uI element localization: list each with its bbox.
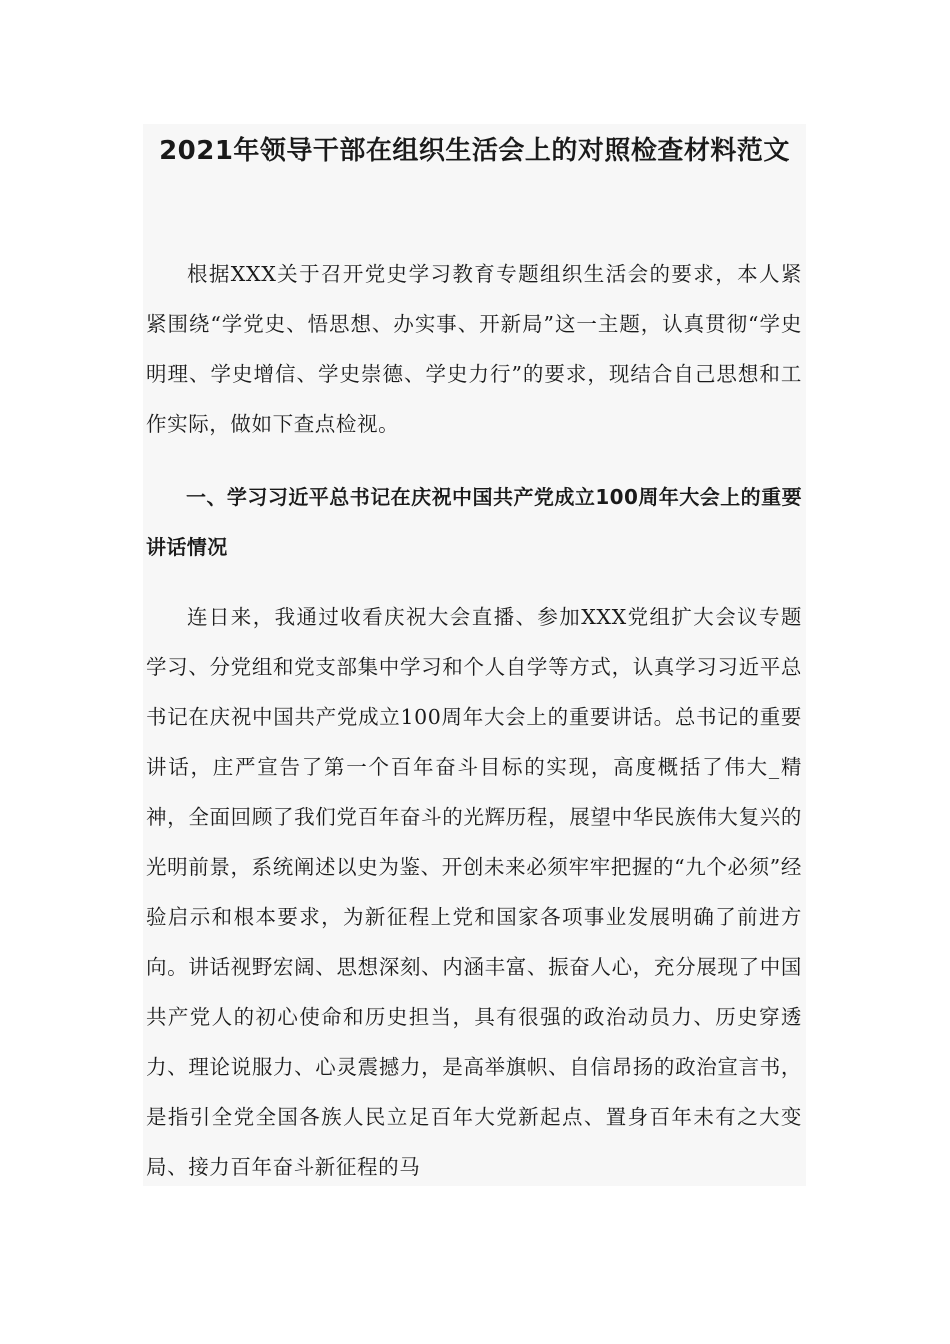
intro-paragraph: 根据XXX关于召开党史学习教育专题组织生活会的要求，本人紧紧围绕“学党史、悟思想、办实事、开新局”这一主题，认真贯彻“学史明理、学史增信、学史崇德、学史力行”的要求，现结合自己思想和工作实际，做如下查点检视。 [146,262,802,436]
section-heading: 一、学习习近平总书记在庆祝中国共产党成立100周年大会上的重要讲话情况 [146,485,802,559]
document-title: 2021年领导干部在组织生活会上的对照检查材料范文 [159,136,790,166]
section-paragraph: 连日来，我通过收看庆祝大会直播、参加XXX党组扩大会议专题学习、分党组和党支部集中学习和个人自学等方式，认真学习习近平总书记在庆祝中国共产党成立100周年大会上的重要讲话。总书记的重要讲话，庄严宣告了第一个百年奋斗目标的实现，高度概括了伟大_精神，全面回顾了我们党百年奋斗的光辉历程，展望中华民族伟大复兴的光明前景，系统阐述以史为鉴、开创未来必须牢牢把握的“九个必须”经验启示和根本要求，为新征程上党和国家各项事业发展明确了前进方向。讲话视野宏阔、思想深刻、内涵丰富、振奋人心，充分展现了中国共产党人的初心使命和历史担当，具有很强的政治动员力、历史穿透力、理论说服力、心灵震撼力，是高举旗帜、自信昂扬的政治宣言书，是指引全党全国各族人民立足百年大党新起点、置身百年未有之大变局、接力百年奋斗新征程的马 [146,605,802,1179]
